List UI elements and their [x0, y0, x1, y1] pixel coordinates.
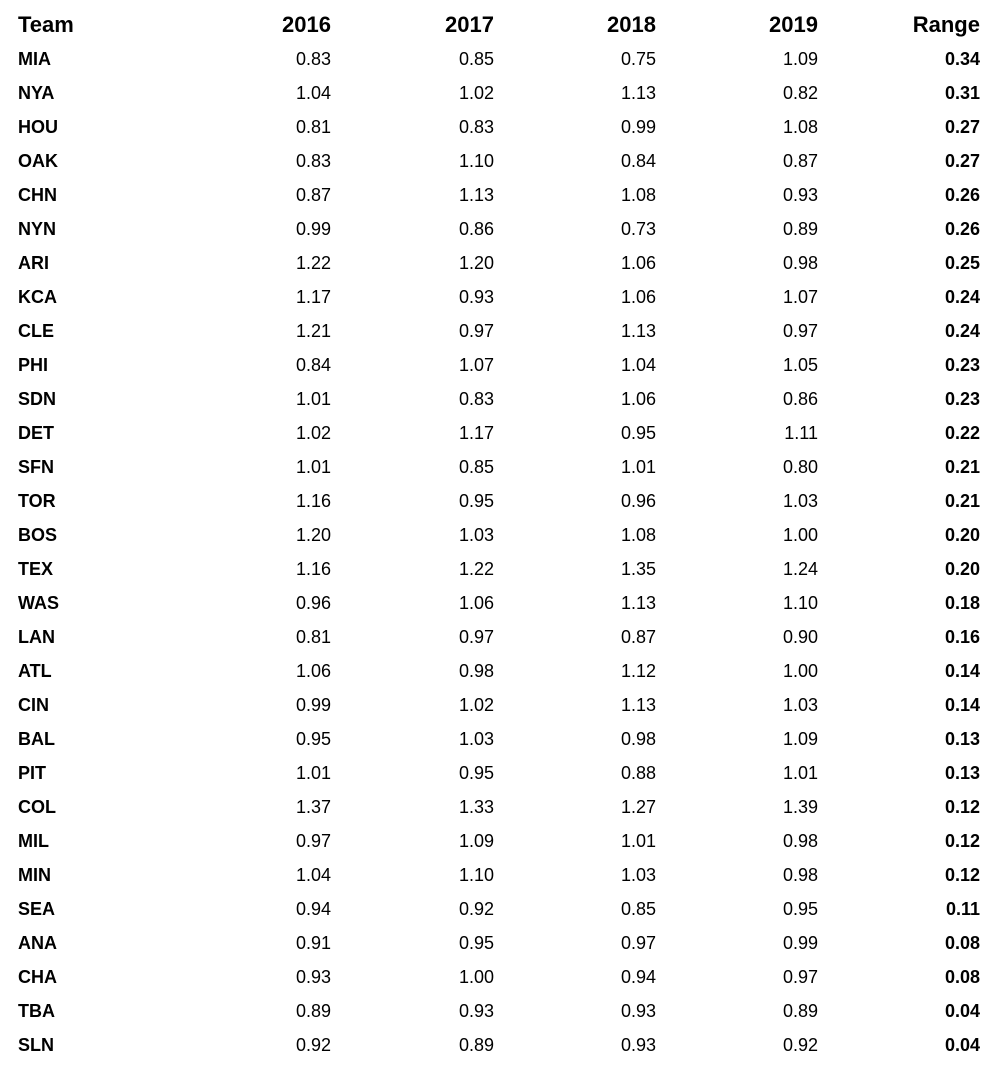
cell-2017: 0.83 — [458, 388, 494, 409]
cell-2017: 0.98 — [458, 660, 494, 681]
cell-range: 0.23 — [944, 388, 980, 409]
cell-2018: 1.13 — [620, 694, 656, 715]
cell-2018: 0.88 — [620, 762, 656, 783]
cell-team: PHI — [18, 354, 49, 375]
cell-2017: 0.95 — [458, 932, 494, 953]
cell-2019: 1.24 — [782, 558, 818, 579]
cell-team: CHN — [18, 184, 57, 205]
cell-range: 0.21 — [944, 490, 980, 511]
cell-team: SLN — [18, 1034, 54, 1055]
cell-2019: 1.39 — [782, 796, 818, 817]
cell-2017: 1.07 — [458, 354, 494, 375]
table-row — [18, 790, 980, 824]
table-row — [18, 246, 980, 280]
cell-range: 0.27 — [944, 116, 980, 137]
cell-range: 0.26 — [944, 218, 980, 239]
cell-2016: 0.97 — [295, 830, 331, 851]
cell-team: HOU — [18, 116, 58, 137]
cell-2016: 1.06 — [295, 660, 331, 681]
cell-range: 0.22 — [944, 422, 980, 443]
cell-team: OAK — [18, 150, 58, 171]
cell-2017: 0.93 — [458, 286, 494, 307]
cell-team: TBA — [18, 1000, 55, 1021]
cell-2016: 1.37 — [295, 796, 331, 817]
cell-2019: 1.03 — [782, 490, 818, 511]
table-row — [18, 484, 980, 518]
cell-2017: 0.83 — [458, 116, 494, 137]
cell-2018: 1.06 — [620, 388, 656, 409]
cell-2017: 1.22 — [458, 558, 494, 579]
cell-2018: 1.27 — [620, 796, 656, 817]
table-row — [18, 144, 980, 178]
table-row — [18, 688, 980, 722]
cell-2017: 0.95 — [458, 762, 494, 783]
cell-2016: 0.81 — [295, 116, 331, 137]
cell-2019: 0.97 — [782, 966, 818, 987]
cell-2018: 0.75 — [620, 48, 656, 69]
cell-2018: 1.13 — [620, 592, 656, 613]
table-row — [18, 76, 980, 110]
cell-2016: 0.83 — [295, 48, 331, 69]
cell-2017: 1.02 — [458, 694, 494, 715]
cell-2019: 1.10 — [782, 592, 818, 613]
cell-range: 0.20 — [944, 558, 980, 579]
cell-team: SFN — [18, 456, 54, 477]
cell-2016: 1.04 — [295, 82, 331, 103]
data-table — [18, 8, 980, 1062]
table-row — [18, 892, 980, 926]
cell-2017: 1.20 — [458, 252, 494, 273]
cell-range: 0.25 — [944, 252, 980, 273]
cell-2017: 0.86 — [458, 218, 494, 239]
cell-team: PIT — [18, 762, 47, 783]
header-range: Range — [912, 12, 980, 37]
cell-team: ARI — [18, 252, 49, 273]
table-row — [18, 450, 980, 484]
cell-2016: 1.20 — [295, 524, 331, 545]
cell-2017: 1.33 — [458, 796, 494, 817]
cell-2016: 1.16 — [295, 490, 331, 511]
cell-2016: 1.01 — [295, 456, 331, 477]
cell-2019: 0.97 — [782, 320, 818, 341]
cell-range: 0.08 — [944, 966, 980, 987]
cell-2019: 0.82 — [782, 82, 818, 103]
table-row — [18, 858, 980, 892]
cell-2018: 0.97 — [620, 932, 656, 953]
header-team: Team — [18, 12, 74, 37]
cell-team: TEX — [18, 558, 54, 579]
cell-2018: 0.84 — [620, 150, 656, 171]
cell-2016: 0.93 — [295, 966, 331, 987]
cell-team: TOR — [18, 490, 56, 511]
cell-2019: 0.87 — [782, 150, 818, 171]
cell-range: 0.21 — [944, 456, 980, 477]
cell-team: BOS — [18, 524, 58, 545]
cell-range: 0.18 — [944, 592, 980, 613]
cell-2016: 0.89 — [295, 1000, 331, 1021]
table-row — [18, 518, 980, 552]
cell-range: 0.04 — [944, 1000, 980, 1021]
cell-team: WAS — [18, 592, 60, 613]
cell-2018: 1.08 — [620, 184, 656, 205]
table-row — [18, 314, 980, 348]
table-row — [18, 756, 980, 790]
cell-2017: 1.09 — [458, 830, 494, 851]
cell-team: DET — [18, 422, 54, 443]
cell-range: 0.14 — [944, 694, 980, 715]
cell-2019: 0.86 — [782, 388, 818, 409]
table-row — [18, 1028, 980, 1062]
cell-2019: 0.98 — [782, 864, 818, 885]
cell-range: 0.08 — [944, 932, 980, 953]
cell-2018: 0.95 — [620, 422, 656, 443]
cell-range: 0.13 — [944, 728, 980, 749]
cell-team: COL — [18, 796, 56, 817]
table-header-row — [18, 8, 980, 42]
cell-2017: 0.85 — [458, 456, 494, 477]
cell-range: 0.20 — [944, 524, 980, 545]
table-row — [18, 212, 980, 246]
cell-2019: 1.07 — [782, 286, 818, 307]
cell-range: 0.16 — [944, 626, 980, 647]
cell-2018: 1.13 — [620, 320, 656, 341]
cell-range: 0.27 — [944, 150, 980, 171]
cell-2019: 0.95 — [782, 898, 818, 919]
cell-team: MIA — [18, 48, 51, 69]
cell-range: 0.14 — [944, 660, 980, 681]
cell-team: CHA — [18, 966, 57, 987]
cell-range: 0.13 — [944, 762, 980, 783]
cell-2016: 1.01 — [295, 388, 331, 409]
cell-2018: 1.01 — [620, 456, 656, 477]
table-row — [18, 654, 980, 688]
cell-2016: 1.22 — [295, 252, 331, 273]
table-body — [18, 42, 980, 1062]
cell-2016: 0.91 — [295, 932, 331, 953]
cell-2018: 1.01 — [620, 830, 656, 851]
cell-2017: 1.02 — [458, 82, 494, 103]
cell-2016: 1.02 — [295, 422, 331, 443]
cell-team: LAN — [18, 626, 55, 647]
cell-2019: 0.80 — [782, 456, 818, 477]
cell-team: SEA — [18, 898, 56, 919]
cell-2016: 1.04 — [295, 864, 331, 885]
cell-range: 0.26 — [944, 184, 980, 205]
cell-team: CLE — [18, 320, 54, 341]
cell-2016: 0.99 — [295, 694, 331, 715]
header-2018: 2018 — [607, 12, 656, 37]
table-row — [18, 926, 980, 960]
cell-2017: 0.97 — [458, 626, 494, 647]
cell-range: 0.24 — [944, 320, 980, 341]
table-row — [18, 178, 980, 212]
cell-2016: 1.16 — [295, 558, 331, 579]
cell-range: 0.11 — [945, 898, 980, 919]
cell-team: MIL — [18, 830, 49, 851]
table-row — [18, 552, 980, 586]
cell-2016: 0.92 — [295, 1034, 331, 1055]
table-row — [18, 382, 980, 416]
cell-2019: 0.92 — [782, 1034, 818, 1055]
header-2019: 2019 — [769, 12, 818, 37]
header-2016: 2016 — [282, 12, 331, 37]
cell-2018: 0.93 — [620, 1034, 656, 1055]
table-row — [18, 586, 980, 620]
cell-range: 0.34 — [944, 48, 980, 69]
cell-team: ATL — [18, 660, 52, 681]
table-row — [18, 110, 980, 144]
cell-2017: 1.17 — [458, 422, 494, 443]
cell-2019: 1.03 — [782, 694, 818, 715]
cell-2017: 1.03 — [458, 524, 494, 545]
cell-range: 0.04 — [944, 1034, 980, 1055]
cell-2019: 1.08 — [782, 116, 818, 137]
cell-2019: 1.11 — [784, 422, 818, 443]
table-row — [18, 824, 980, 858]
cell-team: BAL — [18, 728, 55, 749]
cell-2016: 0.83 — [295, 150, 331, 171]
cell-range: 0.12 — [944, 830, 980, 851]
cell-2016: 1.01 — [295, 762, 331, 783]
cell-range: 0.12 — [944, 864, 980, 885]
cell-2019: 1.05 — [782, 354, 818, 375]
cell-2018: 0.99 — [620, 116, 656, 137]
cell-range: 0.24 — [944, 286, 980, 307]
cell-2017: 0.97 — [458, 320, 494, 341]
cell-2019: 0.99 — [782, 932, 818, 953]
cell-2019: 0.89 — [782, 218, 818, 239]
cell-2017: 1.06 — [458, 592, 494, 613]
cell-2017: 0.92 — [458, 898, 494, 919]
cell-2017: 0.89 — [458, 1034, 494, 1055]
cell-2016: 1.17 — [295, 286, 331, 307]
cell-2018: 0.93 — [620, 1000, 656, 1021]
cell-2016: 0.95 — [295, 728, 331, 749]
table-row — [18, 416, 980, 450]
cell-2019: 1.00 — [782, 660, 818, 681]
cell-2017: 1.10 — [458, 150, 494, 171]
header-2017: 2017 — [445, 12, 494, 37]
cell-team: CIN — [18, 694, 49, 715]
cell-2018: 1.13 — [620, 82, 656, 103]
cell-2017: 1.03 — [458, 728, 494, 749]
table-row — [18, 348, 980, 382]
cell-2019: 1.01 — [782, 762, 818, 783]
cell-2018: 1.06 — [620, 252, 656, 273]
cell-2016: 0.87 — [295, 184, 331, 205]
cell-2018: 1.12 — [620, 660, 656, 681]
cell-2018: 0.98 — [620, 728, 656, 749]
cell-range: 0.31 — [944, 82, 980, 103]
cell-2017: 1.00 — [458, 966, 494, 987]
cell-range: 0.12 — [944, 796, 980, 817]
cell-2018: 0.85 — [620, 898, 656, 919]
cell-2019: 1.00 — [782, 524, 818, 545]
cell-2019: 0.90 — [782, 626, 818, 647]
table-row — [18, 280, 980, 314]
table-row — [18, 994, 980, 1028]
cell-team: MIN — [18, 864, 51, 885]
cell-range: 0.23 — [944, 354, 980, 375]
cell-2016: 0.94 — [295, 898, 331, 919]
cell-2016: 0.81 — [295, 626, 331, 647]
cell-2018: 1.04 — [620, 354, 656, 375]
cell-2018: 0.94 — [620, 966, 656, 987]
cell-2018: 1.08 — [620, 524, 656, 545]
cell-2019: 1.09 — [782, 728, 818, 749]
cell-2016: 0.84 — [295, 354, 331, 375]
cell-team: NYA — [18, 82, 55, 103]
cell-2017: 0.85 — [458, 48, 494, 69]
table-row — [18, 722, 980, 756]
cell-2018: 1.06 — [620, 286, 656, 307]
cell-2019: 0.98 — [782, 252, 818, 273]
cell-2019: 1.09 — [782, 48, 818, 69]
table-row — [18, 620, 980, 654]
table-row — [18, 960, 980, 994]
cell-2017: 0.93 — [458, 1000, 494, 1021]
cell-2017: 1.13 — [458, 184, 494, 205]
cell-team: ANA — [18, 932, 57, 953]
cell-2018: 0.73 — [620, 218, 656, 239]
cell-team: NYN — [18, 218, 57, 239]
cell-2019: 0.98 — [782, 830, 818, 851]
cell-2018: 1.03 — [620, 864, 656, 885]
cell-team: SDN — [18, 388, 57, 409]
cell-2018: 1.35 — [620, 558, 656, 579]
cell-2019: 0.89 — [782, 1000, 818, 1021]
cell-2016: 0.99 — [295, 218, 331, 239]
table-row — [18, 42, 980, 76]
cell-2017: 0.95 — [458, 490, 494, 511]
cell-2016: 0.96 — [295, 592, 331, 613]
cell-2017: 1.10 — [458, 864, 494, 885]
cell-team: KCA — [18, 286, 57, 307]
cell-2018: 0.87 — [620, 626, 656, 647]
cell-2018: 0.96 — [620, 490, 656, 511]
cell-2016: 1.21 — [295, 320, 331, 341]
cell-2019: 0.93 — [782, 184, 818, 205]
